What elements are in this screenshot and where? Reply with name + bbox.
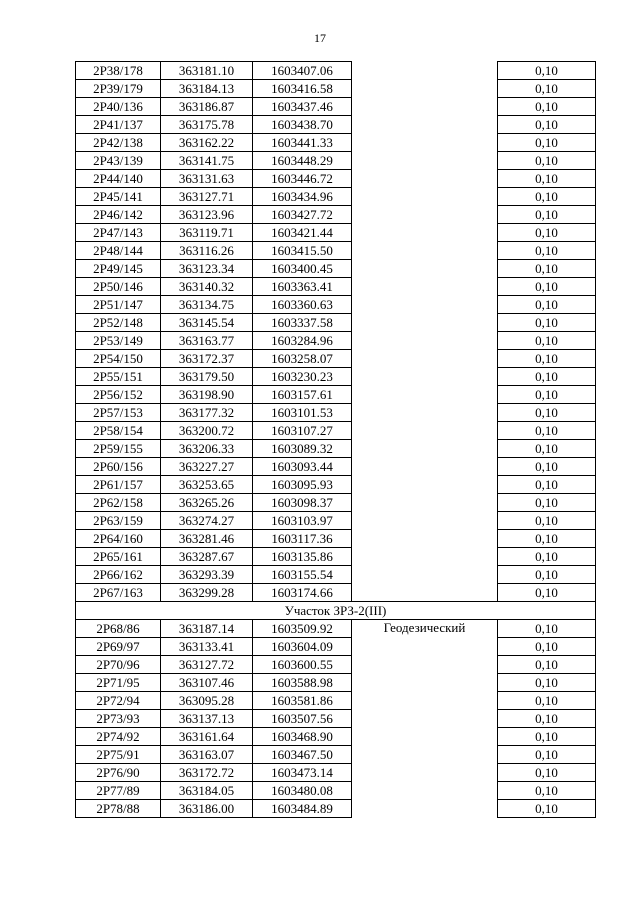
- table-row: [76, 746, 596, 764]
- method-cell: [352, 386, 498, 404]
- y-coordinate-cell: 1603600.55: [253, 656, 352, 674]
- table-row: [76, 278, 596, 296]
- x-coordinate-cell: 363172.37: [161, 350, 253, 368]
- method-cell: [352, 224, 498, 242]
- table-row: [76, 206, 596, 224]
- method-cell: [352, 170, 498, 188]
- y-coordinate-cell: 1603174.66: [253, 584, 352, 602]
- table-row: [76, 386, 596, 404]
- method-cell: [352, 350, 498, 368]
- table-row: [76, 656, 596, 674]
- x-coordinate-cell: 363131.63: [161, 170, 253, 188]
- method-cell: [352, 638, 498, 656]
- point-id-cell: 2Р53/149: [76, 332, 161, 350]
- point-id-cell: 2Р65/161: [76, 548, 161, 566]
- method-cell: [352, 422, 498, 440]
- method-cell: [352, 530, 498, 548]
- x-coordinate-cell: 363116.26: [161, 242, 253, 260]
- table-row: [76, 458, 596, 476]
- error-cell: 0,10: [498, 494, 596, 512]
- y-coordinate-cell: 1603468.90: [253, 728, 352, 746]
- y-coordinate-cell: 1603467.50: [253, 746, 352, 764]
- y-coordinate-cell: 1603284.96: [253, 332, 352, 350]
- x-coordinate-cell: 363127.72: [161, 656, 253, 674]
- section-header-row: [76, 602, 596, 620]
- y-coordinate-cell: 1603448.29: [253, 152, 352, 170]
- table-row: [76, 638, 596, 656]
- table-row: [76, 566, 596, 584]
- table-row: [76, 152, 596, 170]
- x-coordinate-cell: 363175.78: [161, 116, 253, 134]
- x-coordinate-cell: 363133.41: [161, 638, 253, 656]
- method-cell: [352, 116, 498, 134]
- error-cell: 0,10: [498, 260, 596, 278]
- point-id-cell: 2Р60/156: [76, 458, 161, 476]
- error-cell: 0,10: [498, 638, 596, 656]
- y-coordinate-cell: 1603363.41: [253, 278, 352, 296]
- table-row: [76, 116, 596, 134]
- y-coordinate-cell: 1603581.86: [253, 692, 352, 710]
- error-cell: 0,10: [498, 458, 596, 476]
- point-id-cell: 2Р43/139: [76, 152, 161, 170]
- x-coordinate-cell: 363265.26: [161, 494, 253, 512]
- point-id-cell: 2Р39/179: [76, 80, 161, 98]
- y-coordinate-cell: 1603588.98: [253, 674, 352, 692]
- error-cell: 0,10: [498, 530, 596, 548]
- point-id-cell: 2Р58/154: [76, 422, 161, 440]
- error-cell: 0,10: [498, 350, 596, 368]
- point-id-cell: 2Р72/94: [76, 692, 161, 710]
- x-coordinate-cell: 363206.33: [161, 440, 253, 458]
- error-cell: 0,10: [498, 440, 596, 458]
- error-cell: 0,10: [498, 224, 596, 242]
- y-coordinate-cell: 1603093.44: [253, 458, 352, 476]
- method-cell: [352, 494, 498, 512]
- table-row: [76, 710, 596, 728]
- table-row: [76, 134, 596, 152]
- point-id-cell: 2Р67/163: [76, 584, 161, 602]
- table-row: [76, 440, 596, 458]
- y-coordinate-cell: 1603095.93: [253, 476, 352, 494]
- method-cell: [352, 476, 498, 494]
- x-coordinate-cell: 363145.54: [161, 314, 253, 332]
- y-coordinate-cell: 1603101.53: [253, 404, 352, 422]
- point-id-cell: 2Р64/160: [76, 530, 161, 548]
- method-cell: [352, 548, 498, 566]
- method-cell: [352, 368, 498, 386]
- y-coordinate-cell: 1603098.37: [253, 494, 352, 512]
- y-coordinate-cell: 1603484.89: [253, 800, 352, 818]
- y-coordinate-cell: 1603437.46: [253, 98, 352, 116]
- error-cell: 0,10: [498, 656, 596, 674]
- table-row: [76, 476, 596, 494]
- point-id-cell: 2Р73/93: [76, 710, 161, 728]
- point-id-cell: 2Р45/141: [76, 188, 161, 206]
- y-coordinate-cell: 1603441.33: [253, 134, 352, 152]
- point-id-cell: 2Р48/144: [76, 242, 161, 260]
- x-coordinate-cell: 363253.65: [161, 476, 253, 494]
- x-coordinate-cell: 363141.75: [161, 152, 253, 170]
- method-cell: [352, 800, 498, 818]
- x-coordinate-cell: 363293.39: [161, 566, 253, 584]
- method-cell: [352, 746, 498, 764]
- method-cell: [352, 134, 498, 152]
- error-cell: 0,10: [498, 548, 596, 566]
- table-row: [76, 422, 596, 440]
- table-row: [76, 584, 596, 602]
- x-coordinate-cell: 363179.50: [161, 368, 253, 386]
- y-coordinate-cell: 1603107.27: [253, 422, 352, 440]
- table-row: [76, 494, 596, 512]
- point-id-cell: 2Р57/153: [76, 404, 161, 422]
- x-coordinate-cell: 363162.22: [161, 134, 253, 152]
- page-number: 17: [314, 31, 326, 45]
- x-coordinate-cell: 363227.27: [161, 458, 253, 476]
- method-cell: [352, 674, 498, 692]
- y-coordinate-cell: 1603135.86: [253, 548, 352, 566]
- method-cell: [352, 566, 498, 584]
- y-coordinate-cell: 1603416.58: [253, 80, 352, 98]
- error-cell: 0,10: [498, 152, 596, 170]
- point-id-cell: 2Р41/137: [76, 116, 161, 134]
- method-cell: [352, 188, 498, 206]
- method-cell: [352, 728, 498, 746]
- table-row: [76, 368, 596, 386]
- x-coordinate-cell: 363184.13: [161, 80, 253, 98]
- x-coordinate-cell: 363299.28: [161, 584, 253, 602]
- method-cell: [352, 314, 498, 332]
- y-coordinate-cell: 1603360.63: [253, 296, 352, 314]
- y-coordinate-cell: 1603400.45: [253, 260, 352, 278]
- method-cell: [352, 404, 498, 422]
- error-cell: 0,10: [498, 782, 596, 800]
- x-coordinate-cell: 363163.77: [161, 332, 253, 350]
- y-coordinate-cell: 1603258.07: [253, 350, 352, 368]
- method-cell: [352, 80, 498, 98]
- y-coordinate-cell: 1603438.70: [253, 116, 352, 134]
- error-cell: 0,10: [498, 800, 596, 818]
- table-body-upper: [76, 62, 596, 602]
- method-cell: [352, 584, 498, 602]
- y-coordinate-cell: 1603415.50: [253, 242, 352, 260]
- table-row: [76, 404, 596, 422]
- error-cell: 0,10: [498, 764, 596, 782]
- error-cell: 0,10: [498, 170, 596, 188]
- y-coordinate-cell: 1603103.97: [253, 512, 352, 530]
- x-coordinate-cell: 363274.27: [161, 512, 253, 530]
- method-cell: [352, 764, 498, 782]
- error-cell: 0,10: [498, 278, 596, 296]
- error-cell: 0,10: [498, 62, 596, 80]
- point-id-cell: 2Р78/88: [76, 800, 161, 818]
- method-cell: [352, 782, 498, 800]
- point-id-cell: 2Р49/145: [76, 260, 161, 278]
- point-id-cell: 2Р76/90: [76, 764, 161, 782]
- method-cell: [352, 296, 498, 314]
- table-row: [76, 692, 596, 710]
- point-id-cell: 2Р59/155: [76, 440, 161, 458]
- method-cell: [352, 278, 498, 296]
- table-row: [76, 620, 596, 638]
- error-cell: 0,10: [498, 674, 596, 692]
- table-row: [76, 800, 596, 818]
- table-row: [76, 296, 596, 314]
- method-cell: [352, 710, 498, 728]
- y-coordinate-cell: 1603604.09: [253, 638, 352, 656]
- error-cell: 0,10: [498, 422, 596, 440]
- table-row: [76, 188, 596, 206]
- y-coordinate-cell: 1603230.23: [253, 368, 352, 386]
- method-cell: [352, 152, 498, 170]
- error-cell: 0,10: [498, 314, 596, 332]
- x-coordinate-cell: 363172.72: [161, 764, 253, 782]
- section-title: Участок ЗРЗ-2(III): [76, 602, 596, 620]
- method-cell: [352, 440, 498, 458]
- method-cell: Геодезический: [352, 620, 498, 638]
- point-id-cell: 2Р52/148: [76, 314, 161, 332]
- error-cell: 0,10: [498, 98, 596, 116]
- x-coordinate-cell: 363123.34: [161, 260, 253, 278]
- x-coordinate-cell: 363186.87: [161, 98, 253, 116]
- error-cell: 0,10: [498, 242, 596, 260]
- table-section: [76, 602, 596, 620]
- point-id-cell: 2Р47/143: [76, 224, 161, 242]
- x-coordinate-cell: 363186.00: [161, 800, 253, 818]
- error-cell: 0,10: [498, 296, 596, 314]
- x-coordinate-cell: 363119.71: [161, 224, 253, 242]
- y-coordinate-cell: 1603157.61: [253, 386, 352, 404]
- method-cell: [352, 206, 498, 224]
- x-coordinate-cell: 363163.07: [161, 746, 253, 764]
- table-row: [76, 242, 596, 260]
- point-id-cell: 2Р50/146: [76, 278, 161, 296]
- point-id-cell: 2Р51/147: [76, 296, 161, 314]
- error-cell: 0,10: [498, 368, 596, 386]
- method-cell: [352, 332, 498, 350]
- table-row: [76, 224, 596, 242]
- y-coordinate-cell: 1603337.58: [253, 314, 352, 332]
- x-coordinate-cell: 363123.96: [161, 206, 253, 224]
- x-coordinate-cell: 363200.72: [161, 422, 253, 440]
- y-coordinate-cell: 1603117.36: [253, 530, 352, 548]
- point-id-cell: 2Р66/162: [76, 566, 161, 584]
- x-coordinate-cell: 363177.32: [161, 404, 253, 422]
- error-cell: 0,10: [498, 512, 596, 530]
- method-cell: [352, 692, 498, 710]
- table-row: [76, 332, 596, 350]
- method-cell: [352, 512, 498, 530]
- x-coordinate-cell: 363095.28: [161, 692, 253, 710]
- table-row: [76, 728, 596, 746]
- y-coordinate-cell: 1603446.72: [253, 170, 352, 188]
- table-row: [76, 512, 596, 530]
- point-id-cell: 2Р56/152: [76, 386, 161, 404]
- table-row: [76, 314, 596, 332]
- point-id-cell: 2Р40/136: [76, 98, 161, 116]
- point-id-cell: 2Р70/96: [76, 656, 161, 674]
- x-coordinate-cell: 363107.46: [161, 674, 253, 692]
- point-id-cell: 2Р75/91: [76, 746, 161, 764]
- x-coordinate-cell: 363281.46: [161, 530, 253, 548]
- x-coordinate-cell: 363187.14: [161, 620, 253, 638]
- x-coordinate-cell: 363140.32: [161, 278, 253, 296]
- x-coordinate-cell: 363127.71: [161, 188, 253, 206]
- point-id-cell: 2Р54/150: [76, 350, 161, 368]
- point-id-cell: 2Р55/151: [76, 368, 161, 386]
- x-coordinate-cell: 363181.10: [161, 62, 253, 80]
- error-cell: 0,10: [498, 206, 596, 224]
- error-cell: 0,10: [498, 566, 596, 584]
- table-row: [76, 530, 596, 548]
- error-cell: 0,10: [498, 728, 596, 746]
- table-row: [76, 764, 596, 782]
- x-coordinate-cell: 363287.67: [161, 548, 253, 566]
- x-coordinate-cell: 363134.75: [161, 296, 253, 314]
- method-cell: [352, 260, 498, 278]
- x-coordinate-cell: 363137.13: [161, 710, 253, 728]
- table-row: [76, 260, 596, 278]
- table-body-lower: [76, 620, 596, 818]
- error-cell: 0,10: [498, 476, 596, 494]
- point-id-cell: 2Р62/158: [76, 494, 161, 512]
- method-cell: [352, 242, 498, 260]
- error-cell: 0,10: [498, 116, 596, 134]
- x-coordinate-cell: 363161.64: [161, 728, 253, 746]
- error-cell: 0,10: [498, 188, 596, 206]
- point-id-cell: 2Р69/97: [76, 638, 161, 656]
- table-row: [76, 548, 596, 566]
- method-cell: [352, 98, 498, 116]
- table-row: [76, 350, 596, 368]
- y-coordinate-cell: 1603427.72: [253, 206, 352, 224]
- y-coordinate-cell: 1603421.44: [253, 224, 352, 242]
- error-cell: 0,10: [498, 584, 596, 602]
- error-cell: 0,10: [498, 386, 596, 404]
- method-cell: [352, 458, 498, 476]
- y-coordinate-cell: 1603507.56: [253, 710, 352, 728]
- coordinates-table: [75, 61, 596, 818]
- y-coordinate-cell: 1603480.08: [253, 782, 352, 800]
- point-id-cell: 2Р63/159: [76, 512, 161, 530]
- point-id-cell: 2Р38/178: [76, 62, 161, 80]
- error-cell: 0,10: [498, 620, 596, 638]
- y-coordinate-cell: 1603407.06: [253, 62, 352, 80]
- error-cell: 0,10: [498, 332, 596, 350]
- x-coordinate-cell: 363198.90: [161, 386, 253, 404]
- point-id-cell: 2Р42/138: [76, 134, 161, 152]
- method-cell: [352, 656, 498, 674]
- point-id-cell: 2Р61/157: [76, 476, 161, 494]
- y-coordinate-cell: 1603089.32: [253, 440, 352, 458]
- table-row: [76, 170, 596, 188]
- table-row: [76, 62, 596, 80]
- table-row: [76, 80, 596, 98]
- y-coordinate-cell: 1603155.54: [253, 566, 352, 584]
- point-id-cell: 2Р44/140: [76, 170, 161, 188]
- error-cell: 0,10: [498, 134, 596, 152]
- method-cell: [352, 62, 498, 80]
- point-id-cell: 2Р77/89: [76, 782, 161, 800]
- point-id-cell: 2Р71/95: [76, 674, 161, 692]
- point-id-cell: 2Р68/86: [76, 620, 161, 638]
- error-cell: 0,10: [498, 746, 596, 764]
- y-coordinate-cell: 1603473.14: [253, 764, 352, 782]
- point-id-cell: 2Р46/142: [76, 206, 161, 224]
- table-row: [76, 674, 596, 692]
- table-row: [76, 782, 596, 800]
- x-coordinate-cell: 363184.05: [161, 782, 253, 800]
- table-row: [76, 98, 596, 116]
- y-coordinate-cell: 1603434.96: [253, 188, 352, 206]
- error-cell: 0,10: [498, 692, 596, 710]
- error-cell: 0,10: [498, 80, 596, 98]
- point-id-cell: 2Р74/92: [76, 728, 161, 746]
- y-coordinate-cell: 1603509.92: [253, 620, 352, 638]
- error-cell: 0,10: [498, 710, 596, 728]
- error-cell: 0,10: [498, 404, 596, 422]
